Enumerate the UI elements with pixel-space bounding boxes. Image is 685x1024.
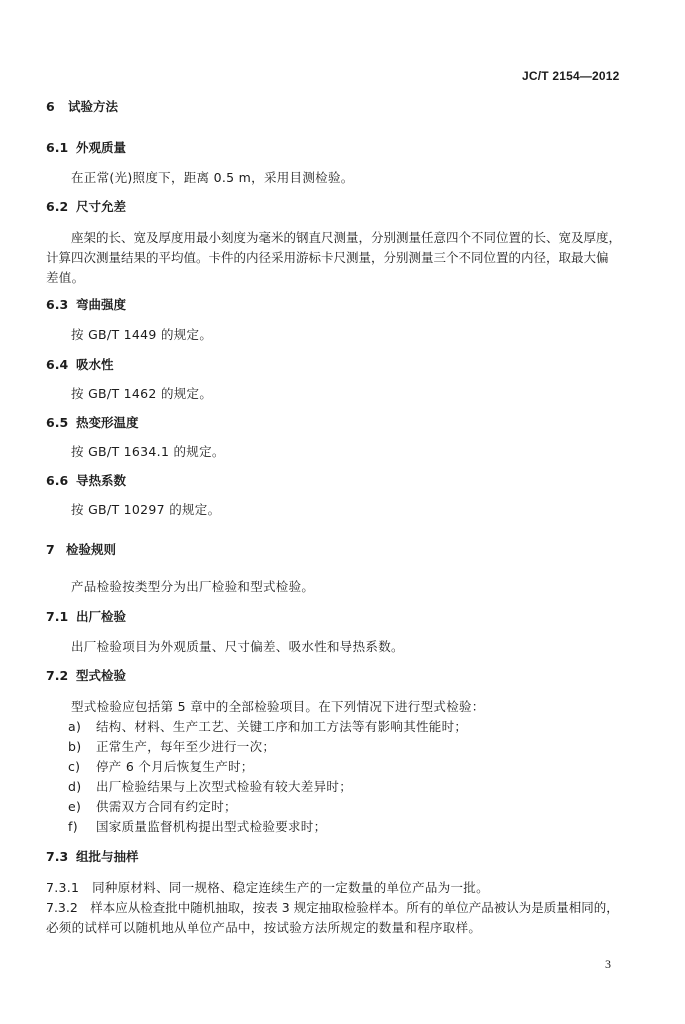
section-6-2-line-1: 座架的长、宽及厚度用最小刻度为毫米的钢直尺测量，分别测量任意四个不同位置的长、宽及厚度， bbox=[71, 230, 622, 245]
section-7-body: 产品检验按类型分为出厂检验和型式检验。 bbox=[71, 579, 315, 594]
list-item bbox=[68, 777, 352, 795]
section-title: 吸水性 bbox=[76, 357, 114, 372]
section-6-5-heading bbox=[46, 413, 139, 431]
clause-7-3-2-line-1: 7.3.2 样本应从检查批中随机抽取，按表 3 规定抽取检验样本。所有的单位产品被认为是质量相同的， bbox=[46, 900, 619, 915]
section-title: 尺寸允差 bbox=[76, 199, 127, 214]
list-item-text: 正常生产，每年至少进行一次； bbox=[96, 739, 276, 754]
section-6-6-heading bbox=[46, 471, 126, 489]
section-6-6-body: 按 GB/T 10297 的规定。 bbox=[71, 502, 221, 517]
section-6-4-heading bbox=[46, 355, 114, 373]
section-title: 检验规则 bbox=[66, 542, 117, 557]
section-number: 7 bbox=[46, 542, 55, 557]
section-6-2-line-2: 计算四次测量结果的平均值。卡件的内径采用游标卡尺测量，分别测量三个不同位置的内径，取最大偏 bbox=[46, 250, 609, 265]
section-6-1-body: 在正常(光)照度下，距离 0.5 m，采用目测检验。 bbox=[71, 170, 354, 185]
list-item bbox=[68, 717, 467, 735]
list-item-text: 停产 6 个月后恢复生产时； bbox=[96, 759, 254, 774]
section-number: 7.2 bbox=[46, 668, 69, 683]
section-title: 弯曲强度 bbox=[76, 297, 127, 312]
section-title: 外观质量 bbox=[76, 140, 127, 155]
section-title: 出厂检验 bbox=[76, 609, 127, 624]
section-title: 型式检验 bbox=[76, 668, 127, 683]
section-7-2-body: 型式检验应包括第 5 章中的全部检验项目。在下列情况下进行型式检验： bbox=[71, 699, 485, 714]
page-number: 3 bbox=[605, 957, 611, 971]
section-6-1-heading bbox=[46, 138, 126, 156]
section-number: 6.5 bbox=[46, 415, 69, 430]
section-6-3-body: 按 GB/T 1449 的规定。 bbox=[71, 327, 213, 342]
section-6-3-heading bbox=[46, 295, 126, 313]
section-6-4-body: 按 GB/T 1462 的规定。 bbox=[71, 386, 213, 401]
section-number: 7.1 bbox=[46, 609, 69, 624]
section-number: 6.1 bbox=[46, 140, 69, 155]
section-6-2-line-3: 差值。 bbox=[46, 270, 85, 285]
list-item bbox=[68, 817, 326, 835]
section-title: 热变形温度 bbox=[76, 415, 139, 430]
standard-code: JC/T 2154—2012 bbox=[522, 69, 620, 83]
section-title: 试验方法 bbox=[68, 99, 119, 114]
list-item bbox=[68, 737, 275, 755]
section-6-5-body: 按 GB/T 1634.1 的规定。 bbox=[71, 444, 225, 459]
section-7-heading bbox=[46, 540, 116, 558]
section-title: 组批与抽样 bbox=[76, 849, 139, 864]
section-number: 6.4 bbox=[46, 357, 69, 372]
section-7-3-heading bbox=[46, 847, 139, 865]
section-6-2-heading bbox=[46, 197, 126, 215]
list-item-text: 供需双方合同有约定时； bbox=[96, 799, 237, 814]
section-6-heading bbox=[46, 97, 118, 115]
section-number: 7.3 bbox=[46, 849, 69, 864]
list-item-text: 出厂检验结果与上次型式检验有较大差异时； bbox=[96, 779, 353, 794]
list-item-label: e) bbox=[68, 799, 82, 814]
list-item-text: 结构、材料、生产工艺、关键工序和加工方法等有影响其性能时； bbox=[96, 719, 468, 734]
list-item-text: 国家质量监督机构提出型式检验要求时； bbox=[96, 819, 327, 834]
section-number: 6 bbox=[46, 99, 55, 114]
section-title: 导热系数 bbox=[76, 473, 127, 488]
section-number: 6.6 bbox=[46, 473, 69, 488]
list-item-label: f) bbox=[68, 819, 78, 834]
list-item bbox=[68, 797, 237, 815]
list-item-label: b) bbox=[68, 739, 82, 754]
clause-7-3-2-line-2: 必须的试样可以随机地从单位产品中，按试验方法所规定的数量和程序取样。 bbox=[46, 920, 482, 935]
section-number: 6.2 bbox=[46, 199, 69, 214]
list-item-label: a) bbox=[68, 719, 82, 734]
section-7-2-heading bbox=[46, 666, 126, 684]
clause-7-3-1: 7.3.1 同种原材料、同一规格、稳定连续生产的一定数量的单位产品为一批。 bbox=[46, 880, 489, 895]
list-item bbox=[68, 757, 254, 775]
list-item-label: d) bbox=[68, 779, 82, 794]
section-7-1-heading bbox=[46, 607, 126, 625]
section-number: 6.3 bbox=[46, 297, 69, 312]
section-7-1-body: 出厂检验项目为外观质量、尺寸偏差、吸水性和导热系数。 bbox=[71, 639, 404, 654]
list-item-label: c) bbox=[68, 759, 81, 774]
